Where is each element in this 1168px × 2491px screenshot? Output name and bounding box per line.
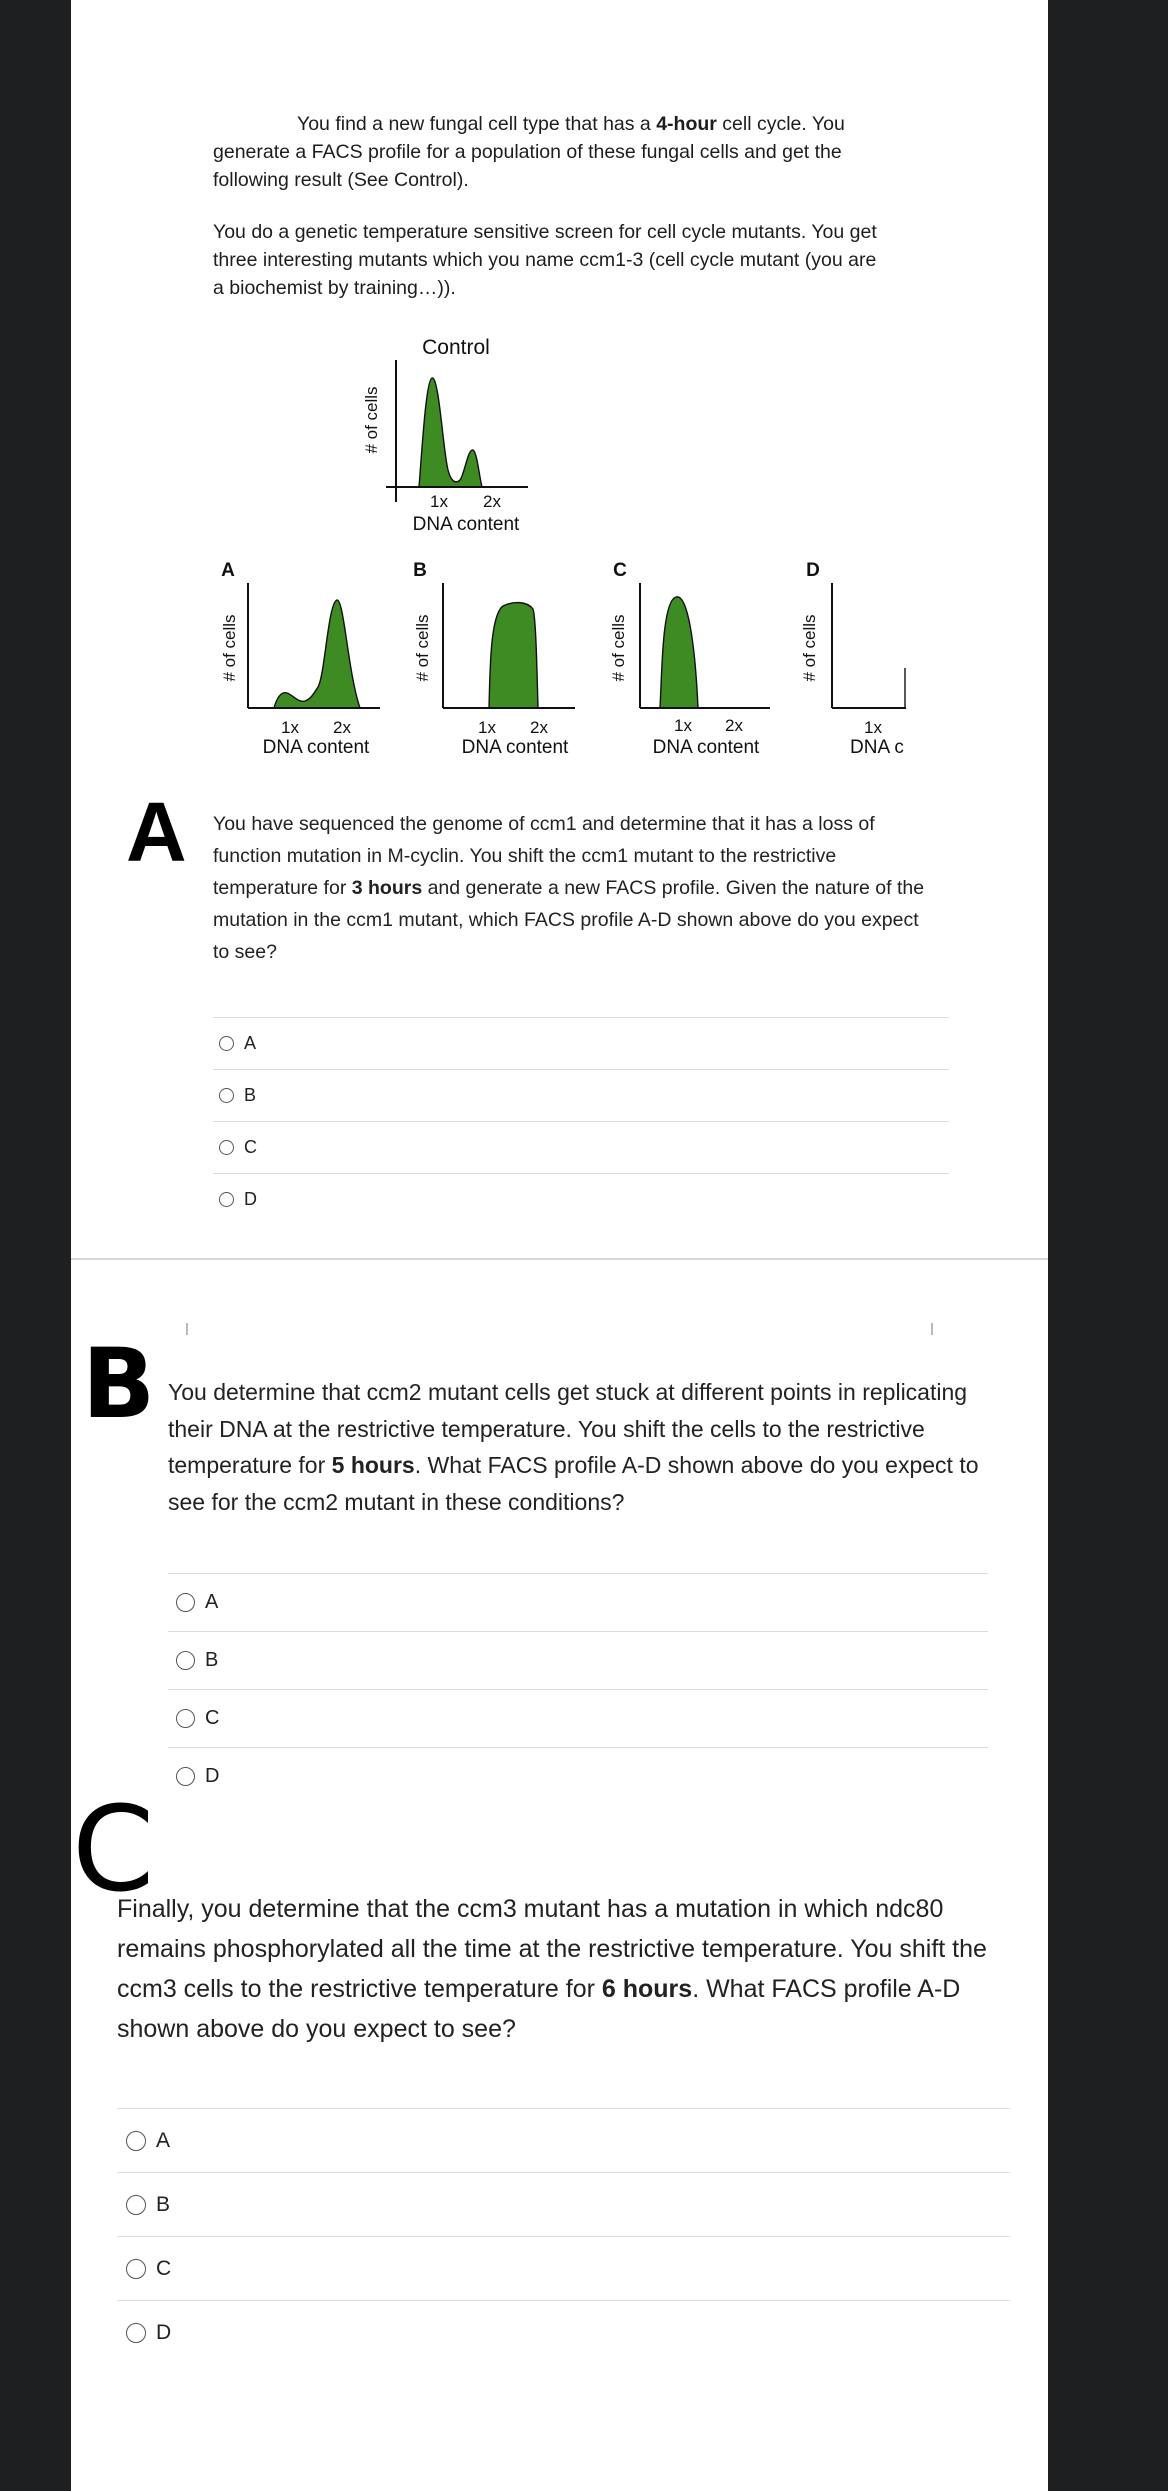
radio-button[interactable] xyxy=(176,1767,195,1786)
radio-button[interactable] xyxy=(126,2195,146,2215)
panel-b-histogram xyxy=(489,603,538,708)
control-x-label: DNA content xyxy=(412,514,520,535)
section-b-marker: B xyxy=(82,1328,156,1440)
section-c-marker: C xyxy=(72,1780,155,1918)
panel-c-xtick-1x: 1x xyxy=(674,716,692,735)
question-c-options xyxy=(117,2108,1010,2364)
intro-paragraph-2: You do a genetic temperature sensitive screen for cell cycle mutants. You get three interesting mutants which you name ccm1-3 (cell cycle mutant (you are a biochemist by training…)). xyxy=(213,221,877,299)
control-xtick-1x: 1x xyxy=(430,492,448,511)
margin-tick-right xyxy=(931,1323,933,1335)
facs-panel-b xyxy=(405,553,595,758)
panel-c-histogram xyxy=(660,597,698,708)
panel-d-letter: D xyxy=(806,560,820,581)
question-b-text: You determine that ccm2 mutant cells get stuck at different points in replicating their DNA at the restrictive temperature. You shift the cells to the restrictive temperature for 5 hours. What FACS profile A-D shown above do you expect to see for the ccm2 mutant in these conditions? xyxy=(168,1379,979,1515)
radio-button[interactable] xyxy=(126,2131,146,2151)
question-a-option-c[interactable]: C xyxy=(213,1121,949,1173)
panel-a-letter: A xyxy=(221,560,235,581)
panel-d-y-label: # of cells xyxy=(800,614,819,682)
radio-button[interactable] xyxy=(219,1088,234,1103)
panel-d-x-label: DNA c xyxy=(850,737,904,758)
panel-a-histogram xyxy=(274,600,360,708)
radio-button[interactable] xyxy=(126,2323,146,2343)
question-b-option-c[interactable]: C xyxy=(168,1689,988,1747)
question-c-option-a[interactable]: A xyxy=(117,2108,1010,2172)
question-a-text: You have sequenced the genome of ccm1 and determine that it has a loss of function mutation in M-cyclin. You shift the ccm1 mutant to the restrictive temperature for 3 hours and generate a new FACS profile. Given the nature of the mutation in the ccm1 mutant, which FACS profile A-D shown above do you expect to see? xyxy=(213,813,925,963)
question-c-option-b[interactable]: B xyxy=(117,2172,1010,2236)
intro-paragraph-1: You find a new fungal cell type that has a 4-hour cell cycle. You generate a FACS profile for a population of these fungal cells and get the following result (See Control). xyxy=(213,113,845,191)
panel-c-y-label: # of cells xyxy=(609,614,628,682)
control-xtick-2x: 2x xyxy=(483,492,501,511)
control-y-label: # of cells xyxy=(362,386,381,454)
panel-b-y-label: # of cells xyxy=(413,614,432,682)
panel-a-x-label: DNA content xyxy=(262,737,370,758)
panel-c-x-label: DNA content xyxy=(652,737,760,758)
section-a-marker: A xyxy=(126,785,187,879)
question-b-option-a[interactable]: A xyxy=(168,1573,988,1631)
control-title: Control xyxy=(422,336,490,359)
panel-b-letter: B xyxy=(413,560,427,581)
question-b-option-b[interactable]: B xyxy=(168,1631,988,1689)
panel-b-xtick-2x: 2x xyxy=(530,718,548,737)
question-a-option-a[interactable]: A xyxy=(213,1017,949,1069)
radio-button[interactable] xyxy=(219,1192,234,1207)
control-histogram xyxy=(419,378,482,487)
radio-button[interactable] xyxy=(219,1140,234,1155)
panel-a-xtick-1x: 1x xyxy=(281,718,299,737)
panel-c-xtick-2x: 2x xyxy=(725,716,743,735)
question-a-option-b[interactable]: B xyxy=(213,1069,949,1121)
radio-button[interactable] xyxy=(126,2259,146,2279)
section-divider xyxy=(71,1258,1048,1260)
question-a-option-d[interactable]: D xyxy=(213,1173,949,1225)
facs-panel-c xyxy=(600,553,790,758)
panel-c-letter: C xyxy=(613,560,627,581)
panel-b-x-label: DNA content xyxy=(461,737,569,758)
radio-button[interactable] xyxy=(176,1651,195,1670)
question-c-option-c[interactable]: C xyxy=(117,2236,1010,2300)
question-b-option-d[interactable]: D xyxy=(168,1747,988,1805)
control-facs-plot xyxy=(350,330,550,540)
radio-button[interactable] xyxy=(176,1593,195,1612)
panel-a-xtick-2x: 2x xyxy=(333,718,351,737)
question-c-option-d[interactable]: D xyxy=(117,2300,1010,2364)
panel-a-y-label: # of cells xyxy=(220,614,239,682)
facs-panel-a xyxy=(210,553,400,758)
radio-button[interactable] xyxy=(219,1036,234,1051)
panel-d-xtick-1x: 1x xyxy=(864,718,882,737)
margin-tick-left xyxy=(186,1323,188,1335)
question-c-text: Finally, you determine that the ccm3 mutant has a mutation in which ndc80 remains phosphorylated all the time at the restrictive temperature. You shift the ccm3 cells to the restrictive temperature for 6 hours. What FACS profile A-D shown above do you expect to see? xyxy=(117,1895,987,2043)
panel-b-xtick-1x: 1x xyxy=(478,718,496,737)
question-b-options xyxy=(168,1573,988,1805)
question-a-options xyxy=(213,1017,949,1225)
radio-button[interactable] xyxy=(176,1709,195,1728)
facs-panel-d xyxy=(795,553,910,758)
